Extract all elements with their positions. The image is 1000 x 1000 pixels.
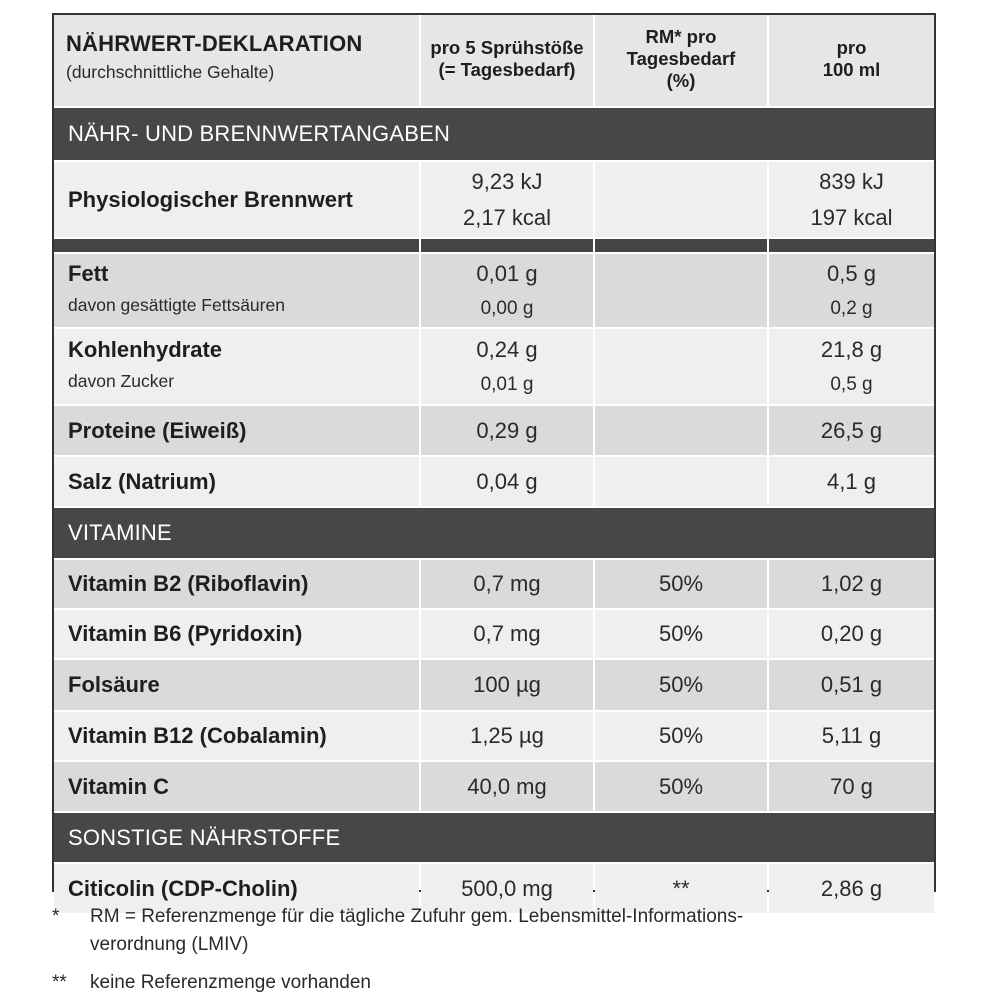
column-header-per-100ml	[769, 15, 934, 106]
footnote-text: keine Referenzmenge vorhanden	[90, 972, 371, 993]
cell-rm	[595, 329, 767, 404]
table-subtitle: (durchschnittliche Gehalte)	[66, 62, 275, 82]
nutrition-table	[52, 13, 936, 901]
section-header-energy: NÄHR- UND BRENNWERTANGABEN	[54, 108, 934, 160]
cell-per-dose: 40,0 mg	[421, 762, 593, 811]
footnote-marker: *	[52, 906, 60, 927]
value: 0,24 g	[476, 336, 538, 362]
row-label: Vitamin B6 (Pyridoxin)	[68, 621, 303, 646]
value: 0,01 g	[476, 260, 538, 286]
table-row-label	[54, 660, 419, 710]
column-header-text: pro	[836, 36, 867, 58]
cell-per-dose	[421, 329, 593, 404]
cell-per-100ml: 4,1 g	[769, 457, 934, 506]
table-row-label	[54, 254, 419, 327]
table-row-label	[54, 457, 419, 506]
table-row-label	[54, 712, 419, 760]
value: 9,23 kJ	[471, 168, 543, 194]
section-header-vitamins: VITAMINE	[54, 508, 934, 558]
value: 839 kJ	[819, 168, 884, 194]
footnote-line: RM = Referenzmenge für die tägliche Zufuhr gem. Lebensmittel-Informations-	[90, 906, 744, 927]
cell-per-dose	[421, 162, 593, 237]
row-label: Vitamin B2 (Riboflavin)	[68, 571, 309, 596]
value: 0,5 g	[827, 260, 876, 286]
cell-rm: 50%	[595, 560, 767, 608]
cell-rm: 50%	[595, 660, 767, 710]
value: 0,5 g	[830, 373, 873, 395]
cell-per-100ml	[769, 329, 934, 404]
row-label: Kohlenhydrate	[68, 336, 223, 362]
table-row-label	[54, 162, 419, 237]
cell-per-dose: 0,7 mg	[421, 610, 593, 658]
separator-band	[595, 239, 767, 252]
row-label: Citicolin (CDP-Cholin)	[68, 875, 298, 901]
separator-band	[54, 239, 419, 252]
cell-rm: 50%	[595, 762, 767, 811]
row-label: Salz (Natrium)	[68, 468, 216, 494]
row-label: Proteine (Eiweiß)	[68, 417, 247, 443]
table-row-label	[54, 329, 419, 404]
table-header-title	[54, 15, 419, 106]
column-header-per-dose	[421, 15, 593, 106]
cell-per-100ml: 2,86 g	[769, 864, 934, 913]
row-label: Vitamin B12 (Cobalamin)	[68, 723, 327, 748]
cell-per-100ml: 1,02 g	[769, 560, 934, 608]
cell-per-dose: 500,0 mg	[421, 864, 593, 913]
row-sublabel: davon Zucker	[68, 370, 175, 391]
cell-rm	[595, 254, 767, 327]
cell-rm: **	[595, 864, 767, 913]
cell-per-dose	[421, 254, 593, 327]
column-header-text: pro 5 Sprühstöße	[430, 36, 584, 58]
column-header-text: Tagesbedarf	[626, 47, 736, 69]
cell-rm: 50%	[595, 712, 767, 760]
row-sublabel: davon gesättigte Fettsäuren	[68, 294, 285, 315]
cell-per-100ml: 5,11 g	[769, 712, 934, 760]
row-label: Folsäure	[68, 672, 160, 697]
column-header-rm	[595, 15, 767, 106]
table-row-label	[54, 560, 419, 608]
value: 21,8 g	[820, 336, 883, 362]
cell-per-dose: 0,04 g	[421, 457, 593, 506]
cell-per-100ml: 70 g	[769, 762, 934, 811]
cell-rm	[595, 406, 767, 455]
cell-per-dose: 0,7 mg	[421, 560, 593, 608]
table-row-label	[54, 610, 419, 658]
cell-per-dose: 1,25 µg	[421, 712, 593, 760]
value: 0,00 g	[480, 297, 534, 319]
value: 0,2 g	[830, 297, 873, 319]
cell-per-100ml: 0,51 g	[769, 660, 934, 710]
column-header-text: (= Tagesbedarf)	[438, 58, 576, 80]
column-header-text: 100 ml	[822, 58, 881, 80]
cell-per-100ml: 0,20 g	[769, 610, 934, 658]
column-header-text: RM* pro	[645, 25, 717, 47]
footnote-line: verordnung (LMIV)	[90, 934, 249, 955]
table-title: NÄHRWERT-DEKLARATION	[66, 31, 363, 56]
cell-per-dose: 0,29 g	[421, 406, 593, 455]
table-row-label	[54, 762, 419, 811]
separator-band	[769, 239, 934, 252]
cell-per-dose: 100 µg	[421, 660, 593, 710]
cell-rm	[595, 162, 767, 237]
value: 0,01 g	[480, 373, 534, 395]
cell-rm: 50%	[595, 610, 767, 658]
row-label: Vitamin C	[68, 773, 170, 799]
footnote-marker: **	[52, 972, 67, 993]
value: 2,17 kcal	[462, 204, 552, 230]
separator-band	[421, 239, 593, 252]
column-header-text: (%)	[666, 69, 696, 91]
cell-per-100ml: 26,5 g	[769, 406, 934, 455]
footnote-text	[90, 903, 950, 959]
row-label: Physiologischer Brennwert	[68, 186, 353, 212]
cell-rm	[595, 457, 767, 506]
value: 197 kcal	[810, 204, 893, 230]
cell-per-100ml	[769, 254, 934, 327]
table-row-label	[54, 406, 419, 455]
section-header-other: SONSTIGE NÄHRSTOFFE	[54, 813, 934, 862]
cell-per-100ml	[769, 162, 934, 237]
row-label: Fett	[68, 260, 109, 286]
